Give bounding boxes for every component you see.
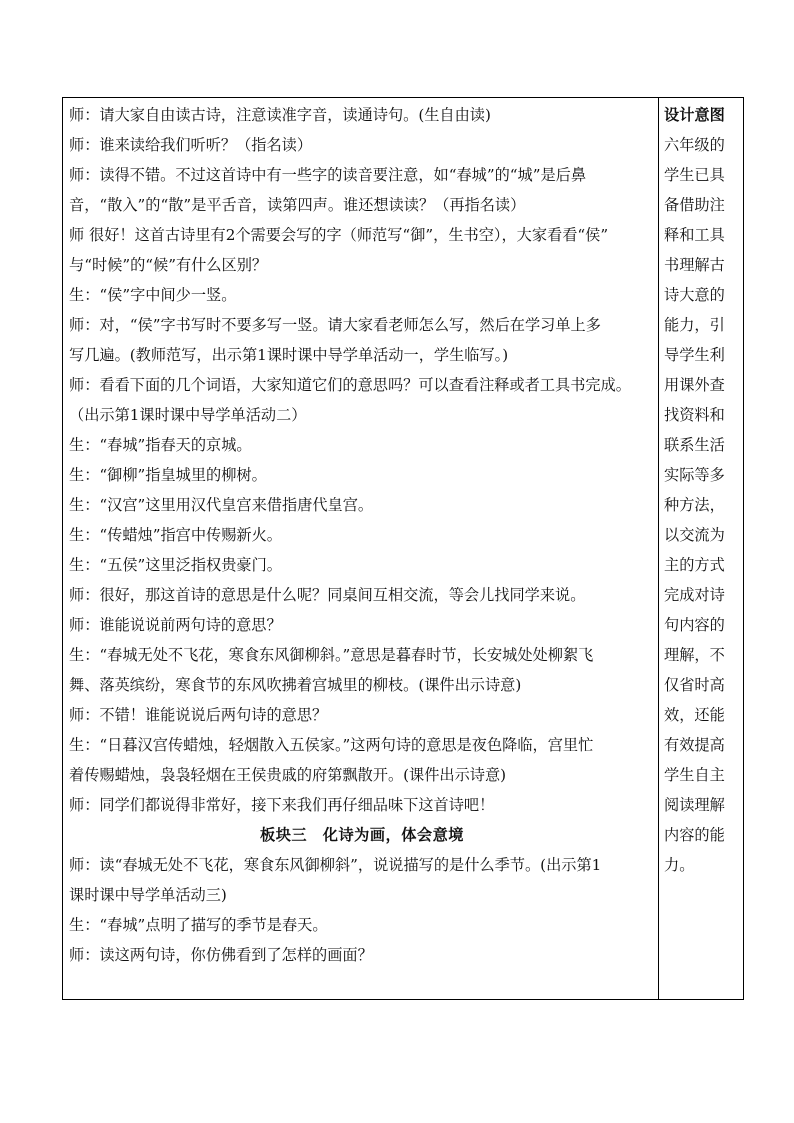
design-intent-line: 释和工具 [664, 226, 725, 244]
dialogue-line: 生：“春城”指春天的京城。 [69, 436, 252, 454]
section-heading: 板块三 化诗为画，体会意境 [260, 826, 464, 844]
design-intent-line: 学生自主 [664, 766, 725, 784]
design-intent-line: 用课外查 [664, 376, 725, 394]
dialogue-line: 生：“汉宫”这里用汉代皇宫来借指唐代皇宫。 [69, 496, 374, 514]
design-intent-line: 找资料和 [664, 406, 725, 424]
dialogue-line: 生：“五侯”这里泛指权贵豪门。 [69, 556, 282, 574]
dialogue-line: 师：对，“侯”字书写时不要多写一竖。请大家看老师怎么写，然后在学习单上多 [69, 316, 601, 334]
design-intent-line: 六年级的 [664, 136, 725, 154]
dialogue-line: 生：“日暮汉宫传蜡烛，轻烟散入五侯家。”这两句诗的意思是夜色降临，宫里忙 [69, 736, 594, 754]
lesson-content-column [69, 100, 655, 970]
design-intent-line: 阅读理解 [664, 796, 725, 814]
dialogue-line: 生：“御柳”指皇城里的柳树。 [69, 466, 267, 484]
design-intent-line: 以交流为 [664, 526, 725, 544]
dialogue-line: 课时课中导学单活动三) [69, 886, 227, 904]
dialogue-line: 师：谁来读给我们听听？（指名读） [69, 136, 312, 154]
design-intent-line: 理解，不 [664, 646, 725, 664]
design-intent-line: 诗大意的 [664, 286, 725, 304]
dialogue-line: 师：不错！谁能说说后两句诗的意思？ [69, 706, 328, 724]
design-intent-line: 书理解古 [664, 256, 725, 274]
design-intent-line: 实际等多 [664, 466, 725, 484]
dialogue-line: 师：读这两句诗，你仿佛看到了怎样的画面？ [69, 946, 373, 964]
dialogue-line: 师：看看下面的几个词语，大家知道它们的意思吗？可以查看注释或者工具书完成。 [69, 376, 631, 394]
design-intent-line: 种方法， [664, 496, 725, 514]
dialogue-line: 师：很好，那这首诗的意思是什么呢？同桌间互相交流，等会儿找同学来说。 [69, 586, 586, 604]
dialogue-line: 师：读“春城无处不飞花，寒食东风御柳斜”，说说描写的是什么季节。(出示第1 [69, 856, 602, 874]
design-intent-line: 导学生利 [664, 346, 725, 364]
dialogue-line: （出示第1课时课中导学单活动二） [69, 406, 307, 424]
dialogue-line: 与“时候”的“候”有什么区别？ [69, 256, 268, 274]
column-divider [658, 98, 659, 999]
design-intent-line: 句内容的 [664, 616, 725, 634]
design-intent-column [664, 100, 740, 880]
dialogue-line: 生：“传蜡烛”指宫中传赐新火。 [69, 526, 282, 544]
lesson-table [62, 97, 744, 1000]
dialogue-line: 生：“春城”点明了描写的季节是春天。 [69, 916, 328, 934]
design-intent-line: 完成对诗 [664, 586, 725, 604]
design-intent-line: 学生已具 [664, 166, 725, 184]
design-intent-line: 仅省时高 [664, 676, 725, 694]
design-intent-line: 力。 [664, 856, 695, 874]
dialogue-line: 舞、落英缤纷，寒食节的东风吹拂着宫城里的柳枝。(课件出示诗意) [69, 676, 522, 694]
dialogue-line: 师：读得不错。不过这首诗中有一些字的读音要注意，如“春城”的“城”是后鼻 [69, 166, 587, 184]
dialogue-line: 师：请大家自由读古诗，注意读准字音，读通诗句。(生自由读) [69, 106, 491, 124]
design-intent-line: 备借助注 [664, 196, 725, 214]
dialogue-line: 写几遍。(教师范写，出示第1课时课中导学单活动一，学生临写。) [69, 346, 509, 364]
dialogue-line: 生：“春城无处不飞花，寒食东风御柳斜。”意思是暮春时节，长安城处处柳絮飞 [69, 646, 594, 664]
design-intent-line: 能力，引 [664, 316, 725, 334]
dialogue-line: 音，“散入”的“散”是平舌音，读第四声。谁还想读读？（再指名读） [69, 196, 526, 214]
dialogue-line: 师 很好！这首古诗里有2个需要会写的字（师范写“御”，生书空），大家看看“侯” [69, 226, 609, 244]
dialogue-line: 师：谁能说说前两句诗的意思？ [69, 616, 282, 634]
design-intent-line: 有效提高 [664, 736, 725, 754]
dialogue-line: 师：同学们都说得非常好，接下来我们再仔细品味下这首诗吧！ [69, 796, 495, 814]
dialogue-line: 生：“侯”字中间少一竖。 [69, 286, 237, 304]
design-intent-line: 内容的能 [664, 826, 725, 844]
design-intent-line: 效，还能 [664, 706, 725, 724]
design-intent-title: 设计意图 [664, 106, 725, 124]
design-intent-line: 主的方式 [664, 556, 725, 574]
design-intent-line: 联系生活 [664, 436, 725, 454]
dialogue-line: 着传赐蜡烛，袅袅轻烟在王侯贵戚的府第飘散开。(课件出示诗意) [69, 766, 507, 784]
